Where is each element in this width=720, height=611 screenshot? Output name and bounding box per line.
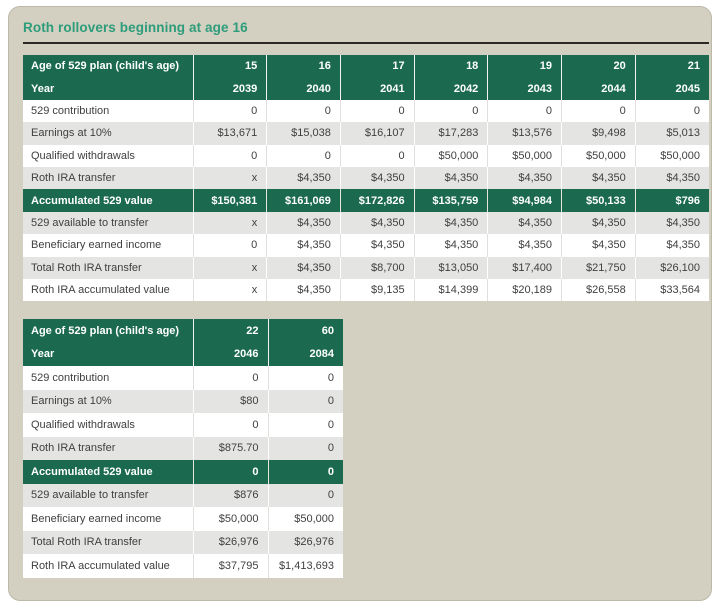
header-year-row [23, 77, 709, 99]
row-value: 0 [340, 145, 414, 167]
row-value: $15,038 [267, 122, 341, 144]
page-title: Roth rollovers beginning at age 16 [23, 20, 248, 35]
table-row [23, 437, 343, 461]
row-value: $14,399 [414, 279, 488, 301]
row-label: Beneficiary earned income [23, 234, 193, 256]
header-age-value: 21 [635, 55, 709, 77]
row-value: $80 [193, 390, 268, 414]
header-year-value: 2045 [635, 77, 709, 99]
row-value: $26,558 [562, 279, 636, 301]
header-year-value: 2044 [562, 77, 636, 99]
row-label: 529 contribution [23, 100, 193, 122]
row-value: $8,700 [340, 257, 414, 279]
row-value: 0 [268, 484, 343, 508]
row-label: Earnings at 10% [23, 122, 193, 144]
row-value: $4,350 [488, 167, 562, 189]
header-year-value: 2041 [340, 77, 414, 99]
row-value: $94,984 [488, 189, 562, 211]
row-value: $17,400 [488, 257, 562, 279]
row-value: $4,350 [267, 279, 341, 301]
header-year-label: Year [23, 343, 193, 367]
row-value: $50,000 [635, 145, 709, 167]
row-value: $876 [193, 484, 268, 508]
row-value: $26,100 [635, 257, 709, 279]
row-value: 0 [635, 100, 709, 122]
table-row [23, 390, 343, 414]
row-value: $4,350 [340, 234, 414, 256]
table-row [23, 413, 343, 437]
header-age-row [23, 319, 343, 343]
row-value: 0 [193, 413, 268, 437]
row-value: $50,000 [193, 507, 268, 531]
row-value: 0 [340, 100, 414, 122]
row-value: $4,350 [562, 212, 636, 234]
row-value: x [193, 257, 267, 279]
table-row [23, 366, 343, 390]
row-value: 0 [193, 234, 267, 256]
row-value: 0 [268, 413, 343, 437]
row-value: $4,350 [488, 212, 562, 234]
row-value: $26,976 [193, 531, 268, 555]
row-value: $50,133 [562, 189, 636, 211]
row-value: $150,381 [193, 189, 267, 211]
row-value: x [193, 279, 267, 301]
row-value: $172,826 [340, 189, 414, 211]
row-value: $4,350 [414, 234, 488, 256]
row-value: $1,413,693 [268, 554, 343, 578]
header-age-row [23, 55, 709, 77]
row-value: 0 [562, 100, 636, 122]
row-label: Total Roth IRA transfer [23, 531, 193, 555]
roth-table-2 [23, 319, 343, 578]
row-value: $21,750 [562, 257, 636, 279]
header-age-label: Age of 529 plan (child's age) [23, 319, 193, 343]
roth-rollover-table-ages-15-21 [23, 55, 709, 301]
row-value: $4,350 [635, 167, 709, 189]
row-value: $4,350 [267, 234, 341, 256]
header-age-value: 22 [193, 319, 268, 343]
row-value: $50,000 [488, 145, 562, 167]
table-row [23, 212, 709, 234]
row-value: $9,135 [340, 279, 414, 301]
row-value: x [193, 167, 267, 189]
row-value: 0 [193, 145, 267, 167]
table-row [23, 460, 343, 484]
row-label: Beneficiary earned income [23, 507, 193, 531]
row-value: $9,498 [562, 122, 636, 144]
roth-table-1 [23, 55, 709, 301]
row-label: 529 contribution [23, 366, 193, 390]
row-label: Roth IRA transfer [23, 167, 193, 189]
row-value: $796 [635, 189, 709, 211]
row-label: Total Roth IRA transfer [23, 257, 193, 279]
row-value: $4,350 [562, 167, 636, 189]
header-year-value: 2084 [268, 343, 343, 367]
header-age-value: 19 [488, 55, 562, 77]
row-value: $4,350 [635, 234, 709, 256]
row-value: 0 [268, 390, 343, 414]
row-value: $4,350 [414, 167, 488, 189]
row-value: 0 [193, 460, 268, 484]
row-value: 0 [488, 100, 562, 122]
header-year-value: 2042 [414, 77, 488, 99]
row-value: $5,013 [635, 122, 709, 144]
row-value: $4,350 [488, 234, 562, 256]
header-age-value: 60 [268, 319, 343, 343]
header-year-value: 2043 [488, 77, 562, 99]
header-year-value: 2046 [193, 343, 268, 367]
title-divider [23, 42, 709, 44]
row-value: $4,350 [635, 212, 709, 234]
table-row [23, 189, 709, 211]
row-value: 0 [267, 100, 341, 122]
row-value: $4,350 [267, 167, 341, 189]
row-value: $33,564 [635, 279, 709, 301]
row-value: 0 [268, 366, 343, 390]
row-value: $50,000 [562, 145, 636, 167]
header-year-label: Year [23, 77, 193, 99]
row-label: Qualified withdrawals [23, 413, 193, 437]
row-value: $161,069 [267, 189, 341, 211]
roth-rollover-table-ages-22-60 [23, 319, 343, 578]
header-age-value: 17 [340, 55, 414, 77]
table-row [23, 484, 343, 508]
row-label: Roth IRA accumulated value [23, 279, 193, 301]
row-value: 0 [268, 437, 343, 461]
header-year-row [23, 343, 343, 367]
row-value: 0 [193, 100, 267, 122]
table-row [23, 554, 343, 578]
row-value: $875.70 [193, 437, 268, 461]
header-year-value: 2040 [267, 77, 341, 99]
table-row [23, 145, 709, 167]
row-value: $50,000 [414, 145, 488, 167]
row-value: $37,795 [193, 554, 268, 578]
row-value: 0 [414, 100, 488, 122]
row-value: $135,759 [414, 189, 488, 211]
table-row [23, 279, 709, 301]
row-label: 529 available to transfer [23, 484, 193, 508]
row-value: $4,350 [267, 257, 341, 279]
row-value: $4,350 [562, 234, 636, 256]
header-age-value: 15 [193, 55, 267, 77]
row-label: Qualified withdrawals [23, 145, 193, 167]
header-age-label: Age of 529 plan (child's age) [23, 55, 193, 77]
row-value: 0 [193, 366, 268, 390]
row-value: $20,189 [488, 279, 562, 301]
row-value: $17,283 [414, 122, 488, 144]
row-value: $16,107 [340, 122, 414, 144]
content-panel [8, 6, 712, 601]
row-value: 0 [268, 460, 343, 484]
header-age-value: 20 [562, 55, 636, 77]
header-age-value: 18 [414, 55, 488, 77]
table-row [23, 507, 343, 531]
row-value: $26,976 [268, 531, 343, 555]
row-label: Earnings at 10% [23, 390, 193, 414]
row-value: $4,350 [267, 212, 341, 234]
row-value: $4,350 [340, 167, 414, 189]
table-row [23, 531, 343, 555]
row-value: $4,350 [414, 212, 488, 234]
header-year-value: 2039 [193, 77, 267, 99]
table-row [23, 257, 709, 279]
row-value: $50,000 [268, 507, 343, 531]
row-value: $13,576 [488, 122, 562, 144]
table-row [23, 234, 709, 256]
table-row [23, 100, 709, 122]
row-label: Roth IRA accumulated value [23, 554, 193, 578]
row-label: Accumulated 529 value [23, 189, 193, 211]
row-value: $4,350 [340, 212, 414, 234]
header-age-value: 16 [267, 55, 341, 77]
row-value: $13,050 [414, 257, 488, 279]
row-label: Roth IRA transfer [23, 437, 193, 461]
row-value: $13,671 [193, 122, 267, 144]
table-row [23, 167, 709, 189]
row-label: Accumulated 529 value [23, 460, 193, 484]
row-label: 529 available to transfer [23, 212, 193, 234]
table-row [23, 122, 709, 144]
row-value: 0 [267, 145, 341, 167]
row-value: x [193, 212, 267, 234]
